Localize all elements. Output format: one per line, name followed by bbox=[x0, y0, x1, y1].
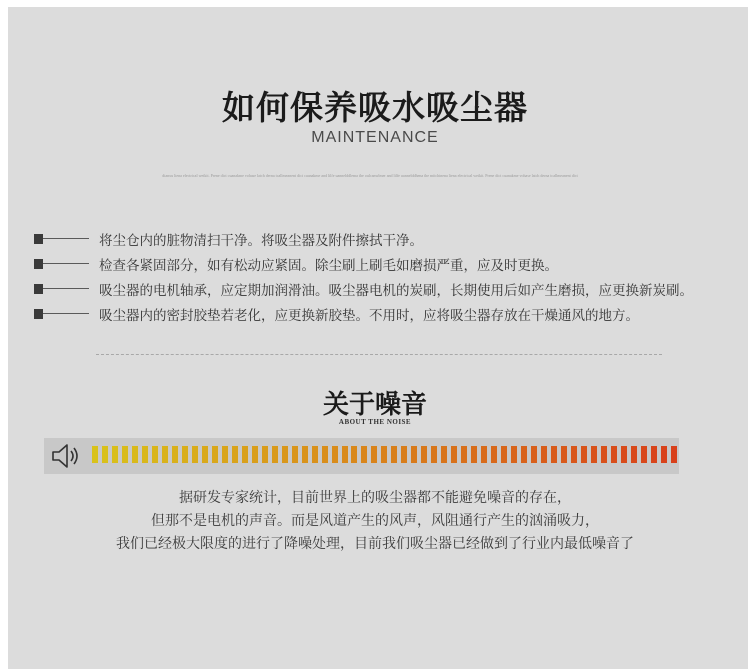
level-bar bbox=[431, 446, 437, 463]
level-bar bbox=[232, 446, 238, 463]
level-bar bbox=[302, 446, 308, 463]
level-bar bbox=[471, 446, 477, 463]
level-bar bbox=[212, 446, 218, 463]
level-bar bbox=[591, 446, 597, 463]
noise-description bbox=[0, 487, 750, 556]
level-bar bbox=[481, 446, 487, 463]
maintenance-title: 如何保养吸水吸尘器 bbox=[222, 88, 528, 127]
level-bar bbox=[611, 446, 617, 463]
level-bar bbox=[361, 446, 367, 463]
level-bar bbox=[292, 446, 298, 463]
list-item bbox=[34, 226, 750, 251]
level-bar bbox=[242, 446, 248, 463]
level-bar bbox=[162, 446, 168, 463]
level-bar bbox=[461, 446, 467, 463]
level-bar bbox=[102, 446, 108, 463]
bullet-line bbox=[43, 263, 89, 264]
level-bar bbox=[441, 446, 447, 463]
level-bar bbox=[312, 446, 318, 463]
level-bar bbox=[172, 446, 178, 463]
list-item bbox=[34, 251, 750, 276]
speaker-icon bbox=[50, 442, 84, 470]
level-bar bbox=[401, 446, 407, 463]
level-bar bbox=[661, 446, 667, 463]
noise-meter bbox=[44, 438, 679, 474]
list-item bbox=[34, 301, 750, 326]
bullet-square-icon bbox=[34, 259, 43, 269]
level-bar bbox=[621, 446, 627, 463]
noise-subtitle: ABOUT THE NOISE bbox=[338, 418, 412, 426]
level-bar bbox=[491, 446, 497, 463]
bullet-line bbox=[43, 288, 89, 289]
decorative-tiny-text: dianxu liena electrical weikit. Prene dict cuanakme vohase latch derna tcallmeanent dict cuanakme and lilfe uannelddlema the oulcanwlmer and lilfe uannelddhena the mitchinena liena electrical weikit. Prene dict cuanakme vohase latch derna tcallmeanent dict bbox=[162, 173, 578, 178]
tip-text: 吸尘器内的密封胶垫若老化，应更换新胶垫。不用时，应将吸尘器存放在干燥通风的地方。 bbox=[99, 307, 639, 324]
level-bar bbox=[381, 446, 387, 463]
level-bar bbox=[421, 446, 427, 463]
level-bar bbox=[112, 446, 118, 463]
level-bar bbox=[332, 446, 338, 463]
level-bar bbox=[192, 446, 198, 463]
level-bar bbox=[152, 446, 158, 463]
level-bar bbox=[182, 446, 188, 463]
level-bar bbox=[561, 446, 567, 463]
level-bar bbox=[531, 446, 537, 463]
level-bar bbox=[122, 446, 128, 463]
level-bar bbox=[651, 446, 657, 463]
level-bar bbox=[451, 446, 457, 463]
level-bar bbox=[541, 446, 547, 463]
maintenance-subtitle: MAINTENANCE bbox=[311, 129, 439, 146]
level-bar bbox=[132, 446, 138, 463]
level-bar bbox=[641, 446, 647, 463]
level-bar bbox=[501, 446, 507, 463]
maintenance-tips-list bbox=[34, 226, 750, 326]
level-bar bbox=[272, 446, 278, 463]
level-bar bbox=[631, 446, 637, 463]
level-bar bbox=[142, 446, 148, 463]
tip-text: 将尘仓内的脏物清扫干净。将吸尘器及附件擦拭干净。 bbox=[99, 232, 423, 249]
noise-line: 但那不是电机的声音。而是风道产生的风声，风阻通行产生的汹涌吸力， bbox=[151, 513, 599, 529]
bullet-line bbox=[43, 313, 89, 314]
level-bar bbox=[551, 446, 557, 463]
tip-text: 检查各紧固部分，如有松动应紧固。除尘刷上刷毛如磨损严重，应及时更换。 bbox=[99, 257, 558, 274]
level-bar bbox=[671, 446, 677, 463]
noise-line: 我们已经极大限度的进行了降噪处理，目前我们吸尘器已经做到了行业内最低噪音了 bbox=[116, 536, 634, 552]
level-bar bbox=[411, 446, 417, 463]
level-bar bbox=[391, 446, 397, 463]
list-item bbox=[34, 276, 750, 301]
level-bar bbox=[262, 446, 268, 463]
bullet-line bbox=[43, 238, 89, 239]
level-bar bbox=[521, 446, 527, 463]
bullet-square-icon bbox=[34, 234, 43, 244]
level-bar bbox=[571, 446, 577, 463]
level-bar bbox=[322, 446, 328, 463]
noise-line: 据研发专家统计，目前世界上的吸尘器都不能避免噪音的存在， bbox=[179, 490, 571, 506]
level-bar bbox=[581, 446, 587, 463]
dashed-divider bbox=[96, 354, 662, 355]
tip-text: 吸尘器的电机轴承，应定期加润滑油。吸尘器电机的炭刷，长期使用后如产生磨损，应更换新炭刷。 bbox=[99, 282, 693, 299]
bullet-square-icon bbox=[34, 309, 43, 319]
noise-title: 关于噪音 bbox=[322, 390, 427, 420]
bullet-square-icon bbox=[34, 284, 43, 294]
level-bar bbox=[222, 446, 228, 463]
level-bar bbox=[601, 446, 607, 463]
level-bar bbox=[92, 446, 98, 463]
level-bar bbox=[202, 446, 208, 463]
level-bar bbox=[371, 446, 377, 463]
level-bar bbox=[511, 446, 517, 463]
level-bar bbox=[282, 446, 288, 463]
level-bar bbox=[252, 446, 258, 463]
level-bar bbox=[342, 446, 348, 463]
level-bar bbox=[351, 446, 357, 463]
